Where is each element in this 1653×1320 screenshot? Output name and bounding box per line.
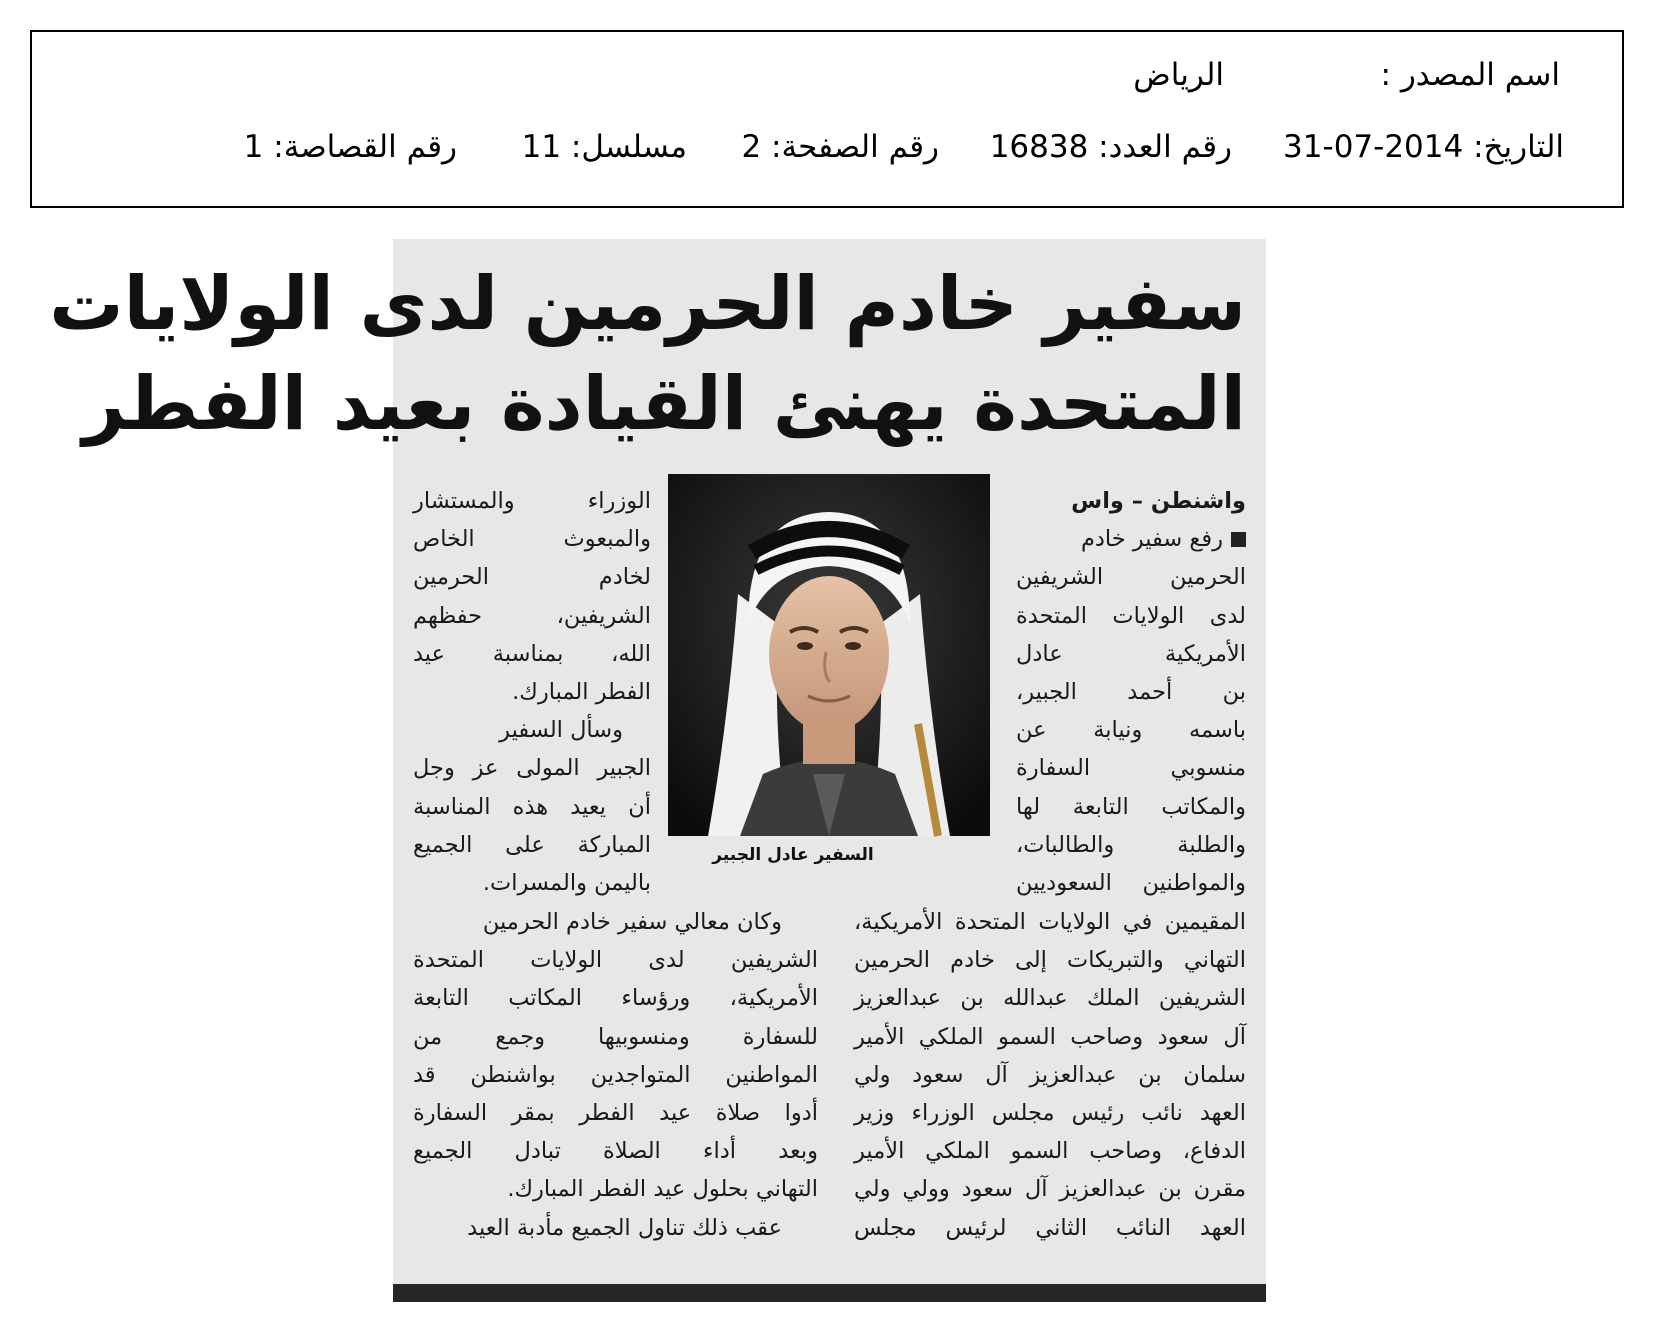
paragraph-line: الشريفين الملك عبدالله بن عبدالعزيز — [854, 985, 1246, 1012]
clip-number: رقم القصاصة: 1 — [243, 129, 457, 165]
paragraph-line: لدى الولايات المتحدة — [1016, 602, 1246, 629]
paragraph-line: عقب ذلك تناول الجميع مأدبة العيد — [467, 1214, 782, 1241]
paragraph-line: الشريفين لدى الولايات المتحدة — [413, 947, 818, 974]
left-column — [413, 482, 651, 902]
paragraph-line: والمكاتب التابعة لها — [1016, 793, 1246, 820]
paragraph-line: الجبير المولى عز وجل — [413, 755, 651, 782]
paragraph-line: العهد نائب رئيس مجلس الوزراء وزير — [854, 1099, 1246, 1126]
paragraph-line: رفع سفير خادم — [1016, 520, 1246, 558]
paragraph-line: الله، بمناسبة عيد — [413, 640, 651, 667]
paragraph-line: منسوبي السفارة — [1016, 755, 1246, 782]
paragraph-line: والطلبة والطالبات، — [1016, 831, 1246, 858]
paragraph-line: باسمه ونيابة عن — [1016, 717, 1246, 744]
headline-line-1: سفير خادم الحرمين لدى الولايات — [49, 261, 1246, 347]
metadata-box — [30, 30, 1624, 208]
dateline: واشنطن – واس — [1071, 488, 1246, 514]
paragraph-line: المقيمين في الولايات المتحدة الأمريكية، — [854, 909, 1246, 935]
paragraph-line: الدفاع، وصاحب السمو الملكي الأمير — [854, 1138, 1246, 1165]
bullet-square-icon — [1231, 532, 1246, 547]
portrait-illustration — [668, 474, 990, 836]
right-column — [1016, 482, 1246, 902]
clipping-bottom-edge — [393, 1284, 1266, 1302]
date-field: التاريخ: 2014-07-31 — [1283, 129, 1564, 165]
source-value: الرياض — [1133, 57, 1224, 93]
paragraph-line: أن يعيد هذه المناسبة — [413, 793, 651, 820]
paragraph-line: والمبعوث الخاص — [413, 526, 651, 553]
paragraph-line: مقرن بن عبدالعزيز آل سعود وولي ولي — [854, 1176, 1246, 1203]
paragraph-line: الوزراء والمستشار — [413, 488, 651, 514]
page-number: رقم الصفحة: 2 — [741, 129, 939, 165]
issue-number: رقم العدد: 16838 — [989, 129, 1232, 165]
ambassador-photo — [668, 474, 990, 836]
serial-number: مسلسل: 11 — [521, 129, 687, 165]
paragraph-line: وكان معالي سفير خادم الحرمين — [482, 909, 782, 935]
paragraph-line: وسأل السفير — [499, 717, 623, 744]
paragraph-line: للسفارة ومنسوبيها وجمع من — [413, 1023, 818, 1050]
paragraph-line: أدوا صلاة عيد الفطر بمقر السفارة — [413, 1099, 818, 1126]
paragraph-line: المواطنين المتواجدين بواشنطن قد — [413, 1061, 818, 1088]
paragraph-line: العهد النائب الثاني لرئيس مجلس — [854, 1214, 1246, 1241]
paragraph-line: باليمن والمسرات. — [482, 869, 651, 896]
paragraph-line: التهاني والتبريكات إلى خادم الحرمين — [854, 947, 1246, 974]
paragraph-line: وبعد أداء الصلاة تبادل الجميع — [413, 1138, 818, 1165]
headline-line-2: المتحدة يهنئ القيادة بعيد الفطر — [82, 361, 1246, 447]
source-label: اسم المصدر : — [1380, 57, 1560, 93]
paragraph-line: المباركة على الجميع — [413, 831, 651, 858]
paragraph-line: التهاني بحلول عيد الفطر المبارك. — [507, 1176, 818, 1203]
paragraph-line: الأمريكية، ورؤساء المكاتب التابعة — [413, 985, 818, 1012]
paragraph-line: سلمان بن عبدالعزيز آل سعود ولي — [854, 1061, 1246, 1088]
bottom-left-column — [413, 903, 818, 1247]
photo-caption: السفير عادل الجبير — [712, 845, 874, 865]
paragraph-line: لخادم الحرمين — [413, 564, 651, 591]
paragraph-line: آل سعود وصاحب السمو الملكي الأمير — [854, 1023, 1246, 1050]
paragraph-line: الشريفين، حفظهم — [413, 602, 651, 629]
paragraph-line: الأمريكية عادل — [1016, 640, 1246, 667]
paragraph-line: الفطر المبارك. — [512, 678, 651, 705]
paragraph-line: بن أحمد الجبير، — [1016, 678, 1246, 705]
newspaper-clipping — [49, 239, 1266, 1302]
paragraph-line: والمواطنين السعوديين — [1016, 869, 1246, 896]
paragraph-line: الحرمين الشريفين — [1016, 564, 1246, 591]
bottom-right-column — [854, 903, 1246, 1247]
